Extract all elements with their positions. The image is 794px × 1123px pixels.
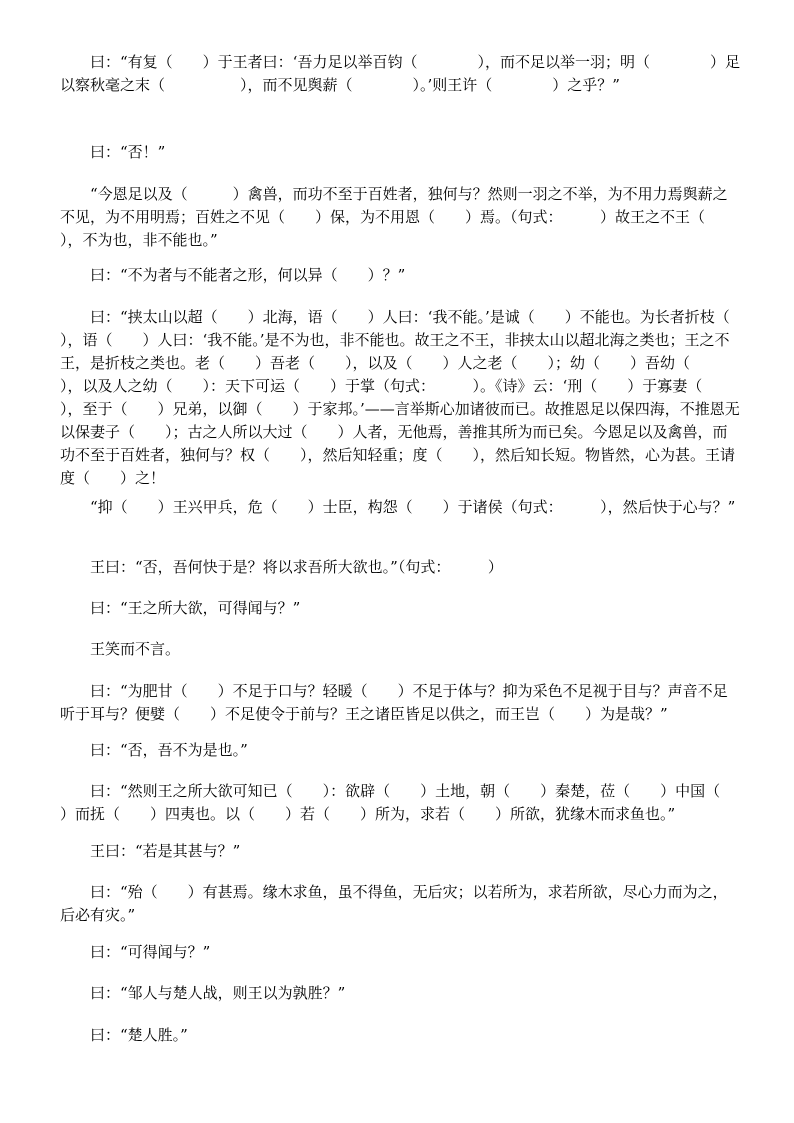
paragraph-13: 王曰：“若是其甚与？” — [90, 842, 241, 860]
paragraph-10: 曰：“为肥甘（ ）不足于口与？轻暖（ ）不足于体与？抑为采色不足视于目与？声音不足听于耳与？便嬖（ ）不足使令于前与？王之诸臣皆足以供之，而王岂（ ）为是哉？” — [60, 682, 728, 723]
paragraph-1: 曰：“有复（ ）于王者曰：‘吾力足以举百钧（ ），而不足以举一羽；明（ ）足以察秋毫之末（ ），而不见舆薪（ ）。’则王许（ ）之乎？” — [60, 53, 740, 94]
paragraph-14: 曰：“殆（ ）有甚焉。缘木求鱼，虽不得鱼，无后灾；以若所为，求若所欲，尽心力而为之，后必有灾。” — [60, 883, 728, 924]
paragraph-7: 王曰：“否，吾何快于是？将以求吾所大欲也。”（句式： ） — [90, 558, 503, 576]
paragraph-3: “今恩足以及（ ）禽兽，而功不至于百姓者，独何与？然则一羽之不举，为不用力焉舆薪之不见，为不用明焉；百姓之不见（ ）保，为不用恩（ ）焉。（句式： ）故王之不王（ ），不为也，非不能也。” — [60, 185, 751, 249]
paragraph-11: 曰：“否，吾不为是也。” — [90, 741, 248, 759]
paragraph-16: 曰：“邹人与楚人战，则王以为孰胜？” — [90, 984, 346, 1002]
paragraph-8: 曰：“王之所大欲，可得闻与？” — [90, 599, 301, 617]
paragraph-9: 王笑而不言。 — [90, 640, 181, 658]
paragraph-6: “抑（ ）王兴甲兵，危（ ）士臣，构怨（ ）于诸侯（句式： ），然后快于心与？” — [90, 498, 736, 516]
paragraph-12: 曰：“然则王之所大欲可知已（ ）：欲辟（ ）土地，朝（ ）秦楚，莅（ ）中国（ ）而抚（ ）四夷也。以（ ）若（ ）所为，求若（ ）所欲，犹缘木而求鱼也。” — [60, 782, 751, 823]
paragraph-4: 曰：“不为者与不能者之形，何以异（ ）？” — [90, 266, 406, 284]
paragraph-17: 曰：“楚人胜。” — [90, 1026, 188, 1044]
paragraph-5: 曰：“挟太山以超（ ）北海，语（ ）人曰：‘我不能。’是诚（ ）不能也。为长者折枝（ ），语（ ）人曰：‘我不能。’是不为也，非不能也。故王之不王，非挟太山以超北海之类也；王之不王，是折枝之类也。老（ ）吾老（ ），以及（ ）人之老（ ）；幼（ ）吾幼（ ），以及人之幼（ ）：天下可运（ ）于掌（句式： ）。《诗》云：‘刑（ ）于寡妻（ ），至于（ ）兄弟，以御（ ）于家邦。’——言举斯心加诸彼而已。故推恩足以保四海，不推恩无以保妻子（ ）；古之人所以大过（ ）人者，无他焉，善推其所为而已矣。今恩足以及禽兽，而功不至于百姓者，独何与？权（ ），然后知轻重；度（ ），然后知长短。物皆然，心为甚。王请度（ ）之！ — [60, 308, 760, 487]
paragraph-2: 曰：“否！” — [90, 143, 166, 161]
paragraph-15: 曰：“可得闻与？” — [90, 943, 211, 961]
